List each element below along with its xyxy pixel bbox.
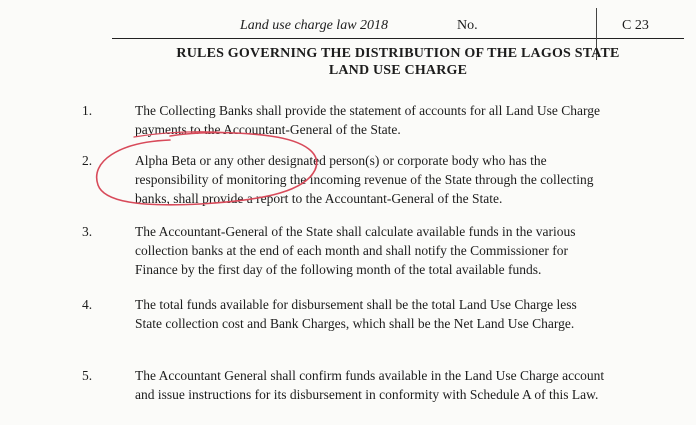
rule-number: 1. [82, 103, 93, 118]
rule-text: Alpha Beta or any other designated person(s) or corporate body who has the responsibility of monitoring the incoming revenue of the State through the collecting banks, shall provide a report to the Accountant-General of the State. [135, 153, 594, 206]
rule-number: 3. [82, 224, 93, 239]
rule-text: The Accountant General shall confirm funds available in the Land Use Charge account and issue instructions for its disbursement in conformity with Schedule A of this Law. [135, 368, 605, 402]
page-reference: C 23 [622, 18, 649, 33]
rule-number: 4. [82, 297, 93, 312]
document-number-label: No. [457, 18, 478, 33]
rule-number: 5. [82, 368, 93, 383]
section-heading-line-1: RULES GOVERNING THE DISTRIBUTION OF THE LAGOS STATE [176, 46, 620, 61]
header-divider [112, 38, 684, 39]
rule-number: 2. [82, 153, 93, 168]
section-heading-line-2: LAND USE CHARGE [328, 63, 468, 78]
rule-text: The Accountant-General of the State shall calculate available funds in the various collection banks at the end of each month and shall notify the Commissioner for Finance by the first day of the following month of the total available funds. [135, 224, 576, 277]
document-title: Land use charge law 2018 [240, 18, 389, 33]
page-header [0, 18, 696, 38]
section-heading [112, 45, 684, 79]
rule-text: The total funds available for disbursement shall be the total Land Use Charge less State collection cost and Bank Charges, which shall be the Net Land Use Charge. [135, 297, 577, 331]
rule-text: The Collecting Banks shall provide the statement of accounts for all Land Use Charge payments to the Accountant-General of the State. [135, 103, 600, 137]
